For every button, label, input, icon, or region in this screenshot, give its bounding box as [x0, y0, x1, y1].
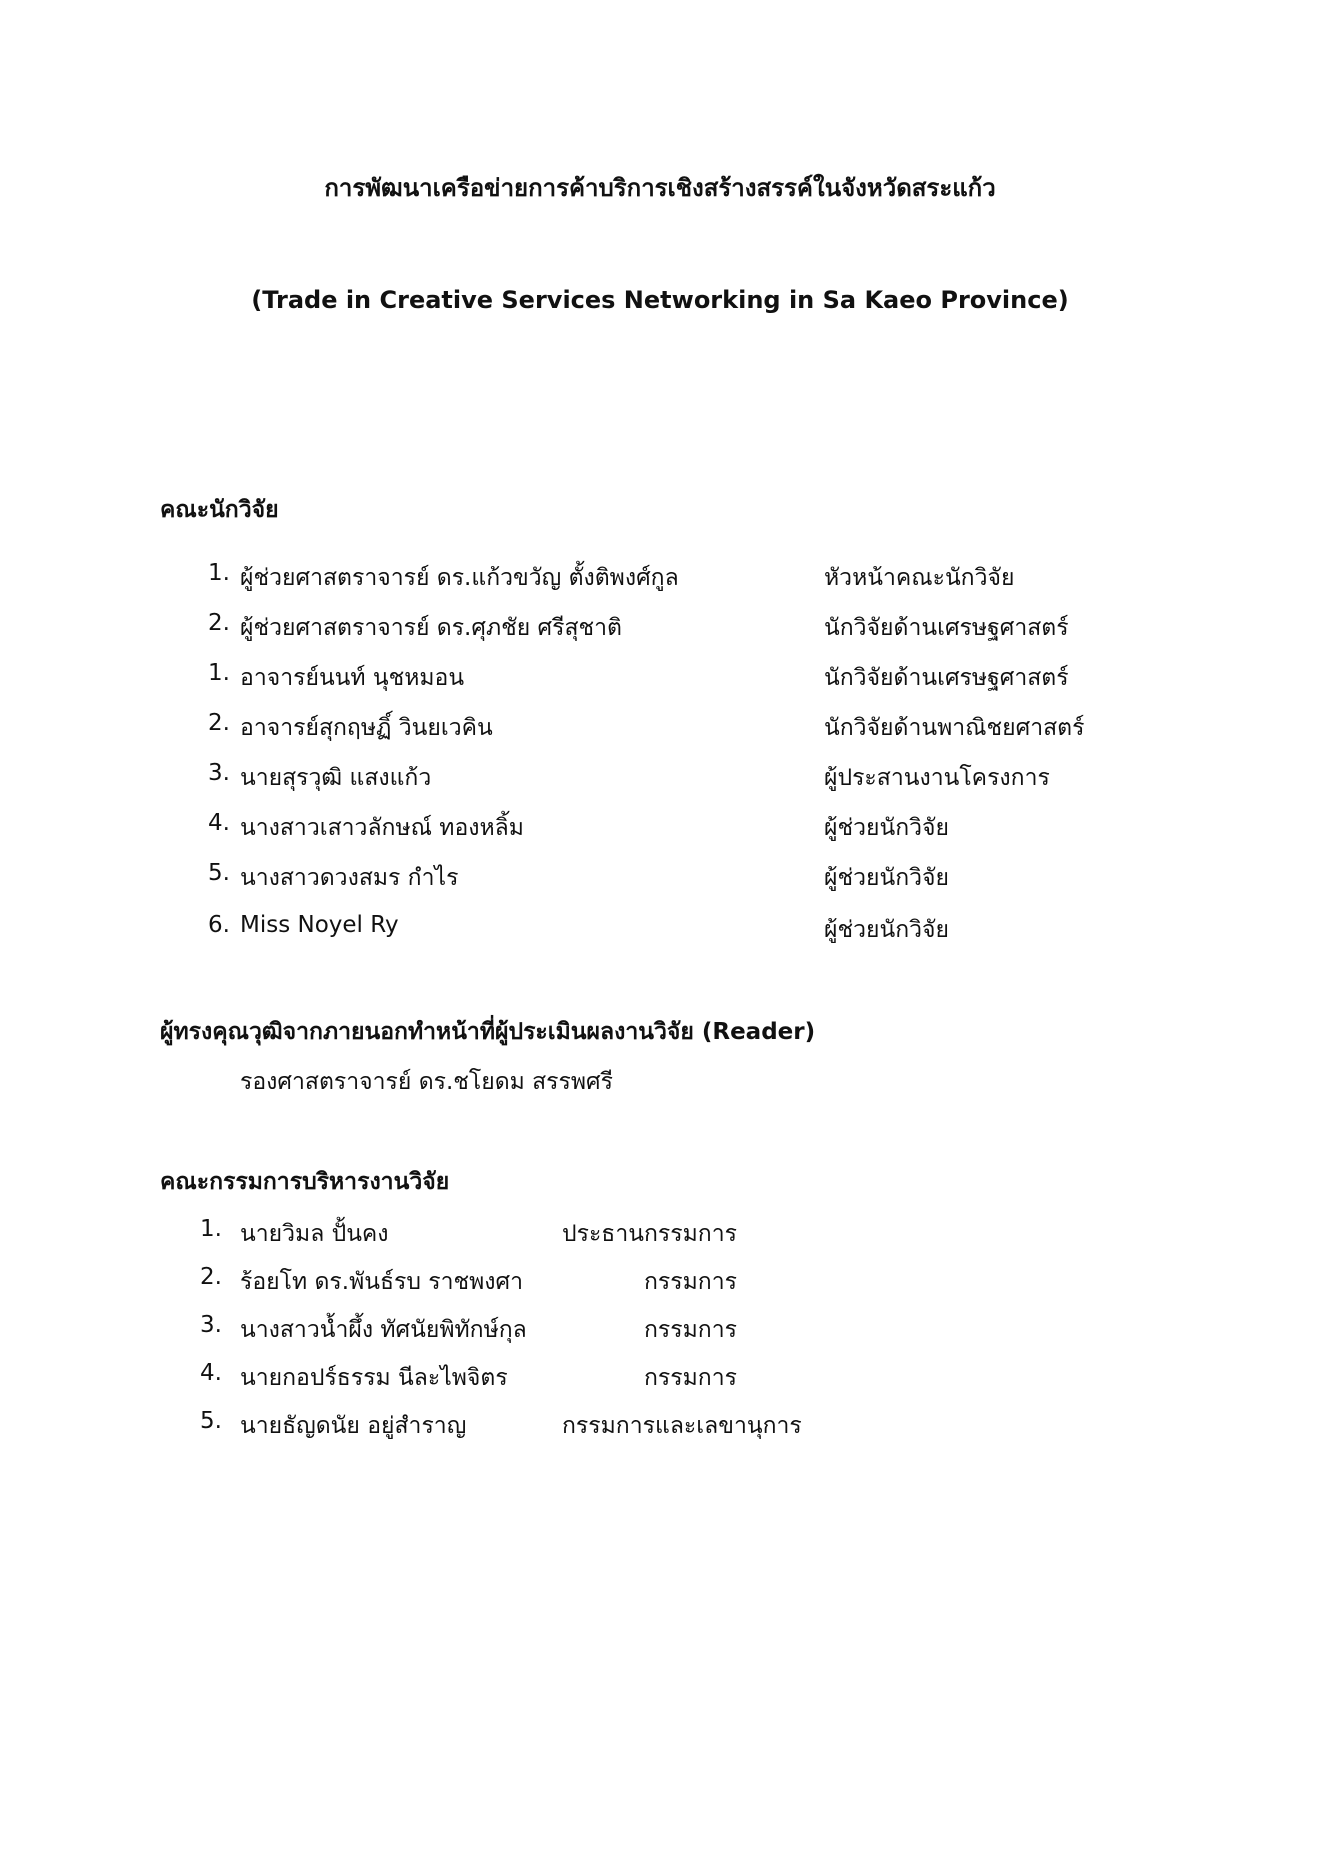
researcher-role: หัวหน้าคณะนักวิจัย	[824, 565, 1015, 591]
committee-name: นายกอปร์ธรรม นีละไพจิตร	[240, 1365, 508, 1391]
committee-name: นายธัญดนัย อยู่สำราญ	[240, 1413, 467, 1439]
committee-role: กรรมการ	[644, 1365, 737, 1391]
researcher-name: Miss Noyel Ry	[240, 912, 399, 938]
researcher-name: นายสุรวุฒิ แสงแก้ว	[240, 765, 432, 791]
researcher-role: นักวิจัยด้านเศรษฐศาสตร์	[824, 615, 1069, 641]
committee-heading: คณะกรรมการบริหารงานวิจัย	[160, 1169, 450, 1195]
document-title: การพัฒนาเครือข่ายการค้าบริการเชิงสร้างสรรค์ในจังหวัดสระแก้ว	[324, 174, 996, 202]
committee-number: 1.	[200, 1216, 222, 1242]
document-subtitle: (Trade in Creative Services Networking in Sa Kaeo Province)	[251, 286, 1069, 314]
researcher-number: 1.	[208, 560, 230, 586]
researchers-heading: คณะนักวิจัย	[160, 497, 279, 523]
researcher-role: ผู้ช่วยนักวิจัย	[824, 865, 949, 891]
researcher-role: ผู้ช่วยนักวิจัย	[824, 815, 949, 841]
committee-name: ร้อยโท ดร.พันธ์รบ ราชพงศา	[240, 1269, 524, 1295]
researcher-role: ผู้ประสานงานโครงการ	[824, 765, 1050, 791]
researcher-name: นางสาวเสาวลักษณ์ ทองหลิ้ม	[240, 815, 524, 841]
committee-role: กรรมการ	[644, 1317, 737, 1343]
researcher-role: ผู้ช่วยนักวิจัย	[824, 917, 949, 943]
researcher-number: 4.	[208, 810, 230, 836]
researcher-name: ผู้ช่วยศาสตราจารย์ ดร.แก้วขวัญ ตั้งติพงศ์กูล	[240, 565, 679, 591]
researcher-number: 3.	[208, 760, 230, 786]
researcher-number: 1.	[208, 660, 230, 686]
reader-name: รองศาสตราจารย์ ดร.ชโยดม สรรพศรี	[240, 1069, 613, 1095]
researcher-name: ผู้ช่วยศาสตราจารย์ ดร.ศุภชัย ศรีสุชาติ	[240, 615, 622, 641]
committee-name: นายวิมล ปั้นคง	[240, 1221, 389, 1247]
committee-role: ประธานกรรมการ	[562, 1221, 737, 1247]
committee-role: กรรมการและเลขานุการ	[562, 1413, 802, 1439]
researcher-number: 5.	[208, 860, 230, 886]
researcher-number: 2.	[208, 710, 230, 736]
researcher-role: นักวิจัยด้านเศรษฐศาสตร์	[824, 665, 1069, 691]
researcher-name: อาจารย์สุกฤษฏิ์ วินยเวคิน	[240, 715, 493, 741]
committee-number: 3.	[200, 1312, 222, 1338]
committee-number: 2.	[200, 1264, 222, 1290]
researcher-name: นางสาวดวงสมร กำไร	[240, 865, 459, 891]
researcher-name: อาจารย์นนท์ นุชหมอน	[240, 665, 465, 691]
reader-heading: ผู้ทรงคุณวุฒิจากภายนอกทำหน้าที่ผู้ประเมินผลงานวิจัย (Reader)	[160, 1019, 816, 1045]
committee-number: 4.	[200, 1360, 222, 1386]
committee-name: นางสาวน้ำผึ้ง ทัศนัยพิทักษ์กุล	[240, 1317, 527, 1343]
committee-number: 5.	[200, 1408, 222, 1434]
researcher-number: 6.	[208, 912, 230, 938]
researcher-number: 2.	[208, 610, 230, 636]
committee-role: กรรมการ	[644, 1269, 737, 1295]
researcher-role: นักวิจัยด้านพาณิชยศาสตร์	[824, 715, 1085, 741]
